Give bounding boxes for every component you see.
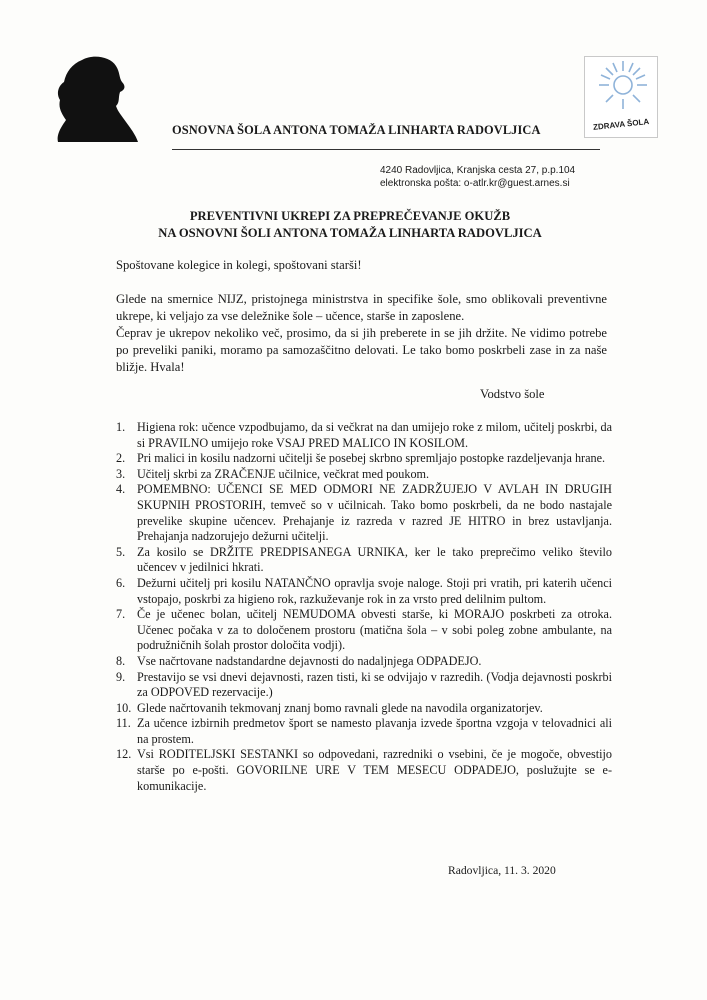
intro-text-1: Glede na smernice NIJZ, pristojnega ministrstva in specifike šole, smo oblikovali preventivne ukrepe, ki veljajo za vse deležnike šole – učence, starše in zaposlene. bbox=[116, 292, 607, 323]
address-block bbox=[380, 164, 640, 190]
list-item: 10. Glede načrtovanih tekmovanj znanj bomo ravnali glede na navodila organizatorjev. bbox=[116, 700, 543, 715]
list-item: 8. Vse načrtovane nadstandardne dejavnosti do nadaljnjega ODPADEJO. bbox=[116, 653, 482, 668]
title-line-1: PREVENTIVNI UKREPI ZA PREPREČEVANJE OKUŽB bbox=[189, 209, 511, 223]
zdrava-sola-logo bbox=[584, 56, 658, 138]
email-line: elektronska pošta: o-atlr.kr@guest.arnes.si bbox=[380, 178, 570, 189]
list-item: 5. Za kosilo se DRŽITE PREDPISANEGA URNIKA, ker le tako preprečimo veliko število učencev v jedilnici hkrati. bbox=[116, 544, 612, 575]
list-item: 2. Pri malici in kosilu nadzorni učitelji še posebej skrbno spremljajo postopke razdeljevanja hrane. bbox=[116, 451, 606, 466]
list-item: 4. POMEMBNO: UČENCI SE MED ODMORI NE ZADRŽUJEJO V AVLAH IN DRUGIH SKUPNIH PROSTORIH, temveč so v učilnicah. Tako bomo poskrbeli, da ne bodo nastajale prevelike skupine učencev. Prehajanje iz razreda v razred JE HITRO in brez ustavljanja. Prehajanja nadzorujejo dežurni učitelji. bbox=[116, 482, 612, 544]
list-item: 11. Za učence izbirnih predmetov šport se namesto plavanja izvede športna vzgoja v telovadnici ali na prostem. bbox=[116, 716, 612, 746]
intro-paragraph bbox=[116, 291, 607, 376]
list-item: 1. Higiena rok: učence vzpodbujamo, da si večkrat na dan umijejo roke z milom, učitelj poskrbi, da si PRAVILNO umijejo roke VSAJ PRED MALICO IN KOSILOM. bbox=[116, 420, 612, 450]
list-item: 6. Dežurni učitelj pri kosilu NATANČNO opravlja svoje naloge. Stoji pri vratih, pri katerih učenci vstopajo, poskrbi za higieno rok, razkuževanje rok in za vrsto pred delilnim pultom. bbox=[116, 575, 612, 606]
measures-list bbox=[116, 420, 612, 794]
document-title bbox=[100, 208, 600, 242]
school-name: OSNOVNA ŠOLA ANTONA TOMAŽA LINHARTA RADOVLJICA bbox=[172, 123, 541, 137]
linhart-silhouette-icon bbox=[52, 52, 142, 142]
list-item: 9. Prestavijo se vsi dnevi dejavnosti, razen tisti, ki se odvijajo v razredih. (Vodja dejavnosti poskrbi za ODPOVED rezervacije.) bbox=[116, 669, 612, 700]
logo-label: ZDRAVA ŠOLA bbox=[592, 117, 650, 132]
intro-text-2: Čeprav je ukrepov nekoliko več, prosimo, da si jih preberete in se jih držite. Ne vidimo potrebe po preveliki paniki, moramo pa samozaščitno delovati. Le tako bomo poskrbeli zase in za naše bližje. Hvala! bbox=[116, 326, 607, 374]
list-item: 3. Učitelj skrbi za ZRAČENJE učilnice, večkrat med poukom. bbox=[116, 466, 430, 481]
list-item: 12. Vsi RODITELJSKI SESTANKI so odpovedani, razredniki o vsebini, če je mogoče, obvestijo starše po e-pošti. GOVORILNE URE V TEM MESECU ODPADEJO, poslužujte se e-komunikacije. bbox=[116, 747, 612, 793]
address-line: 4240 Radovljica, Kranjska cesta 27, p.p.104 bbox=[380, 165, 576, 176]
greeting: Spoštovane kolegice in kolegi, spoštovani starši! bbox=[116, 258, 362, 272]
list-item: 7. Če je učenec bolan, učitelj NEMUDOMA obvesti starše, ki MORAJO poskrbeti za otroka. Učenec počaka v za to določenem prostoru (matična šola – v sobi poleg zobne ambulante, na podružničnih šolah prostor določita vodji). bbox=[116, 607, 612, 653]
sun-icon bbox=[585, 57, 657, 121]
title-line-2: NA OSNOVNI ŠOLI ANTONA TOMAŽA LINHARTA RADOVLJICA bbox=[158, 226, 542, 240]
signoff: Vodstvo šole bbox=[480, 387, 545, 401]
header-divider bbox=[172, 149, 600, 150]
document-date: Radovljica, 11. 3. 2020 bbox=[448, 864, 556, 877]
